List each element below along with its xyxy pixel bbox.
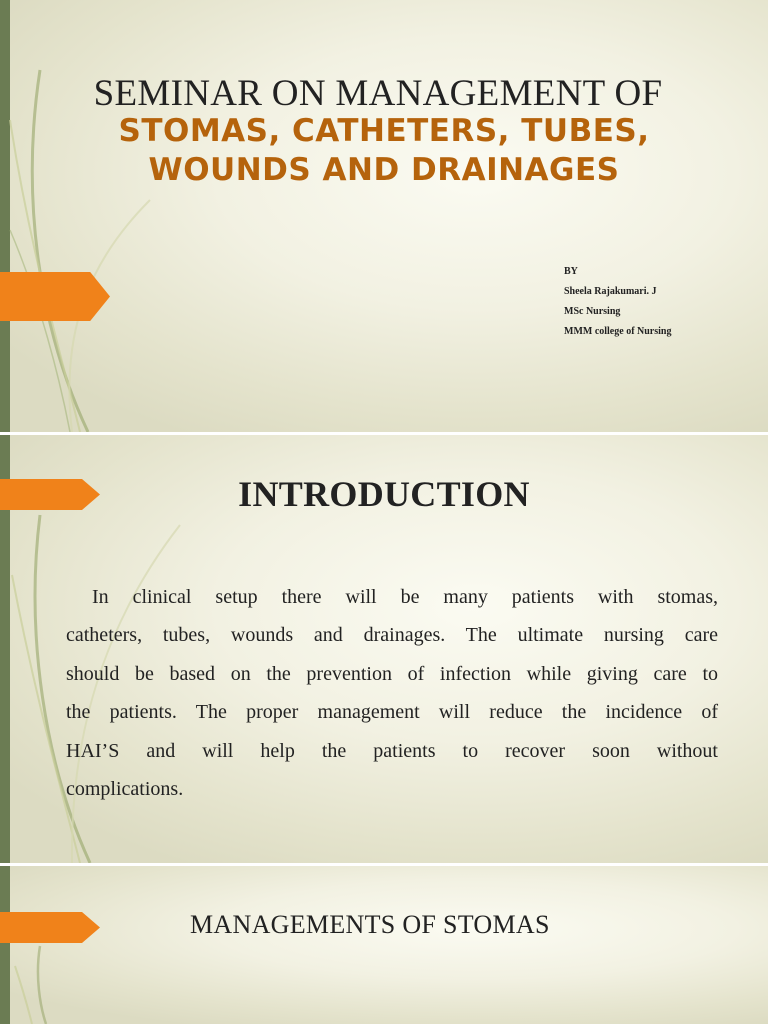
- title-line-3: WOUNDS AND DRAINAGES: [148, 152, 620, 188]
- intro-paragraph: [66, 578, 718, 808]
- paragraph-line: In clinical setup there will be many patients with stomas,: [92, 586, 718, 608]
- decorative-swoosh: [0, 866, 120, 1024]
- author-degree: MSc Nursing: [564, 306, 621, 317]
- byline-label: BY: [564, 266, 578, 277]
- author-name: Sheela Rajakumari. J: [564, 286, 657, 297]
- orange-arrow-marker: [0, 272, 110, 321]
- title-line-1: SEMINAR ON MANAGEMENT OF: [93, 73, 663, 114]
- title-line-2: STOMAS, CATHETERS, TUBES,: [118, 113, 650, 149]
- slide-introduction: [0, 435, 768, 863]
- paragraph-line: should be based on the prevention of infection while giving care to: [66, 662, 718, 685]
- decorative-swoosh: [0, 0, 200, 432]
- paragraph-line: complications.: [66, 778, 184, 801]
- slide-heading: INTRODUCTION: [238, 474, 530, 514]
- paragraph-line: the patients. The proper management will reduce the incidence of: [66, 701, 718, 724]
- slide-managements-of-stomas: [0, 866, 768, 1024]
- slide-title: [0, 0, 768, 432]
- paragraph-line: HAI’S and will help the patients to recover soon without: [66, 739, 718, 762]
- author-institution: MMM college of Nursing: [564, 326, 672, 337]
- byline: [564, 262, 671, 342]
- orange-arrow-marker: [0, 912, 100, 943]
- slide-heading: MANAGEMENTS OF STOMAS: [190, 910, 550, 939]
- paragraph-line: catheters, tubes, wounds and drainages. The ultimate nursing care: [66, 624, 718, 647]
